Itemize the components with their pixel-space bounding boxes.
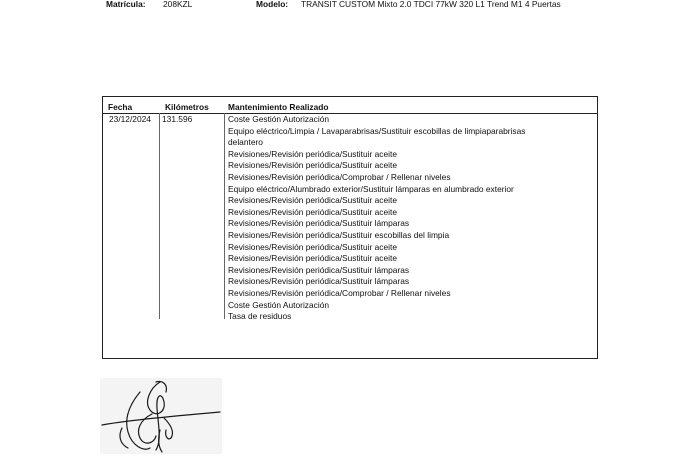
- list-item: Equipo eléctrico/Limpia / Lavaparabrisas/Sustituir escobillas de limpiaparabrisas delantero: [228, 125, 526, 148]
- handwritten-signature-icon: [100, 378, 222, 454]
- list-item: Tasa de residuos: [228, 311, 292, 322]
- list-item: Coste Gestión Autorización: [228, 299, 330, 310]
- list-item: Revisiones/Revisión periódica/Sustituir aceite: [228, 253, 397, 264]
- signature-image: [100, 378, 222, 454]
- list-item: Revisiones/Revisión periódica/Sustituir aceite: [228, 160, 397, 171]
- row-fecha: 23/12/2024: [109, 114, 151, 124]
- list-item: Revisiones/Revisión periódica/Sustituir lámparas: [228, 264, 410, 275]
- list-item: Revisiones/Revisión periódica/Comprobar / Rellenar niveles: [228, 171, 451, 182]
- maintenance-table: [102, 96, 598, 359]
- modelo-label: Modelo:: [256, 0, 289, 9]
- column-divider: [159, 113, 160, 319]
- list-item: Revisiones/Revisión periódica/Sustituir aceite: [228, 148, 397, 159]
- list-item: Revisiones/Revisión periódica/Sustituir lámparas: [228, 276, 410, 287]
- list-item: Equipo eléctrico/Alumbrado exterior/Sustituir lámparas en alumbrado exterior: [228, 183, 514, 194]
- list-item: Revisiones/Revisión periódica/Sustituir aceite: [228, 241, 397, 252]
- list-item: Revisiones/Revisión periódica/Sustituir lámparas: [228, 218, 410, 229]
- list-item: Revisiones/Revisión periódica/Sustituir aceite: [228, 206, 397, 217]
- column-divider: [224, 113, 225, 319]
- maintenance-items-list: [228, 114, 558, 323]
- list-item: Coste Gestión Autorización: [228, 114, 330, 124]
- matricula-label: Matrícula:: [106, 0, 146, 9]
- column-header-fecha: Fecha: [108, 102, 133, 112]
- list-item: Revisiones/Revisión periódica/Comprobar / Rellenar niveles: [228, 287, 451, 298]
- modelo-value: TRANSIT CUSTOM Mixto 2.0 TDCI 77kW 320 L1 Trend M1 4 Puertas: [301, 0, 561, 9]
- matricula-value: 208KZL: [163, 0, 193, 9]
- vehicle-header: [0, 0, 690, 10]
- column-header-kilometros: Kilómetros: [165, 102, 209, 112]
- row-kilometros: 131.596: [162, 114, 193, 124]
- column-header-mantenimiento: Mantenimiento Realizado: [228, 102, 329, 112]
- list-item: Revisiones/Revisión periódica/Sustituir escobillas del limpia: [228, 229, 450, 240]
- list-item: Revisiones/Revisión periódica/Sustituir aceite: [228, 195, 397, 206]
